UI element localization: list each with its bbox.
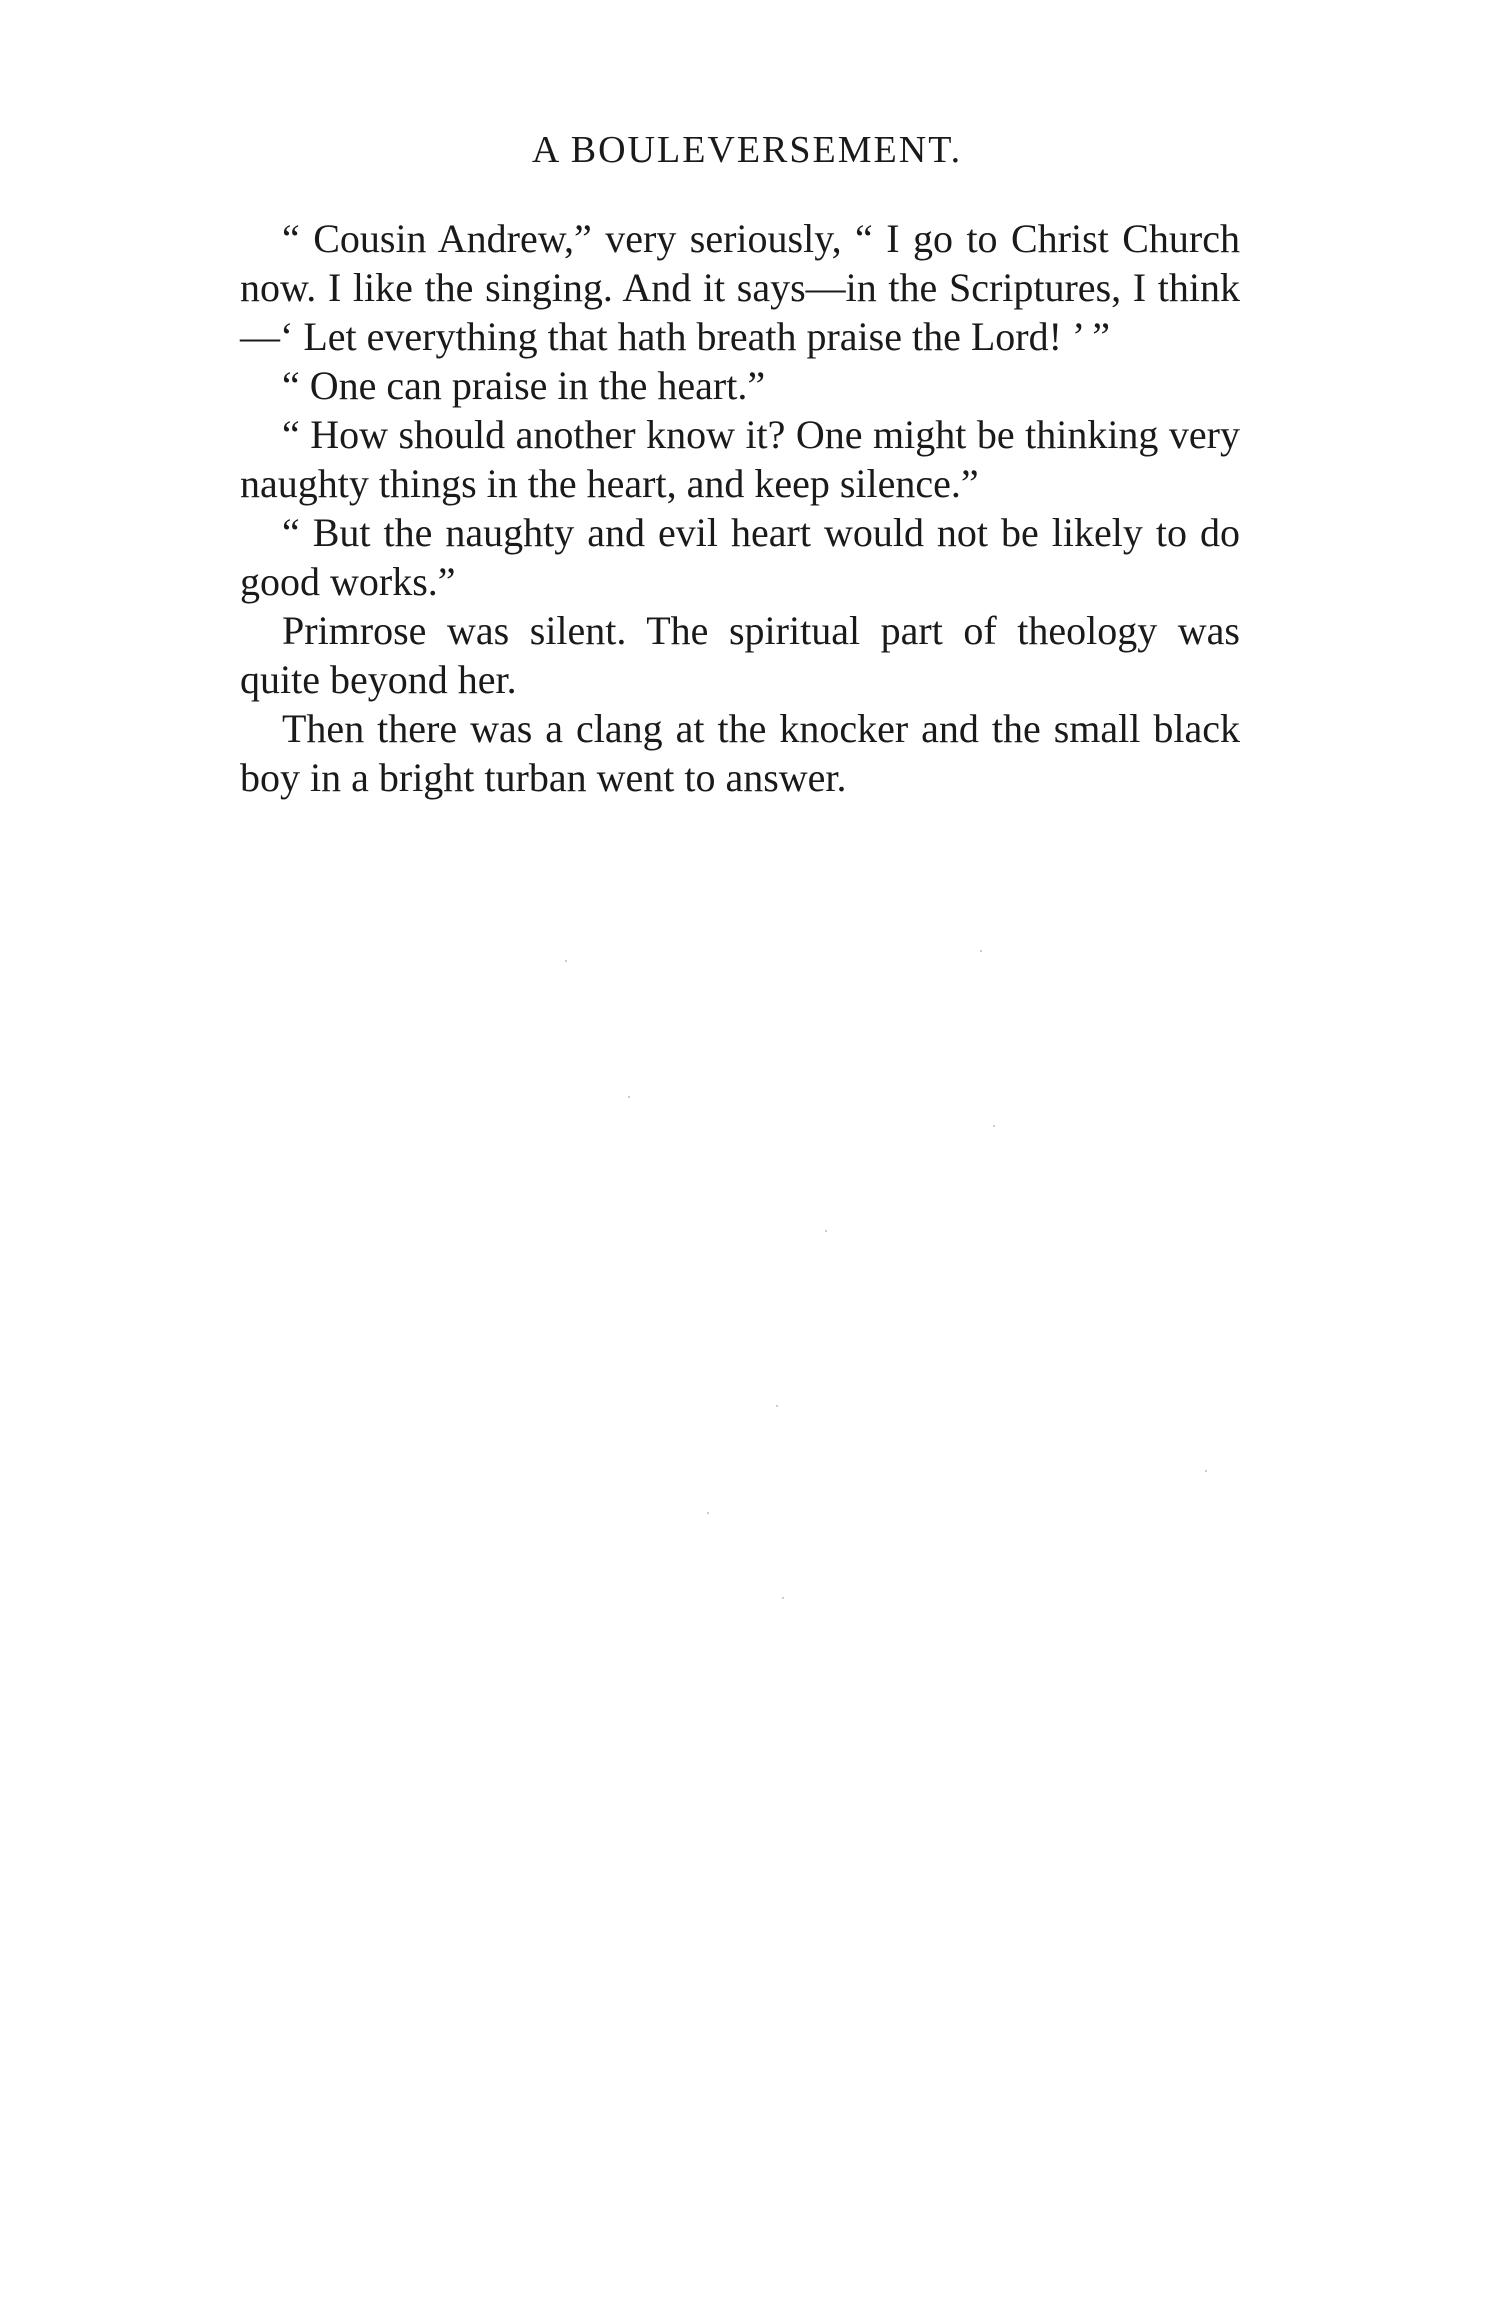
paragraph-4: “ But the naughty and evil heart would not be likely to do good works.” xyxy=(240,510,1240,604)
running-head: A BOULEVERSEMENT. xyxy=(531,129,963,171)
paragraph-2: “ One can praise in the heart.” xyxy=(282,363,766,408)
scan-speck xyxy=(782,1597,784,1599)
scan-speck xyxy=(825,1230,827,1232)
paragraph-6: Then there was a clang at the knocker and the small black boy in a bright turban went to answer. xyxy=(240,706,1240,800)
scan-speck xyxy=(628,1096,630,1098)
scan-speck xyxy=(776,1405,778,1407)
scan-speck xyxy=(980,950,982,952)
scan-speck xyxy=(1205,1470,1207,1472)
paragraph-5: Primrose was silent. The spiritual part of theology was quite beyond her. xyxy=(240,608,1240,702)
scan-speck xyxy=(707,1512,709,1514)
scan-speck xyxy=(993,1125,995,1127)
scan-speck xyxy=(565,960,567,962)
paragraph-1: “ Cousin Andrew,” very seriously, “ I go to Christ Church now. I like the singing. And it says—in the Scriptures, I think—‘ Let everything that hath breath praise the Lord! ’ ” xyxy=(240,216,1240,359)
text-block xyxy=(240,214,1240,802)
paragraph-3: “ How should another know it? One might be thinking very naughty things in the heart, and keep silence.” xyxy=(240,412,1240,506)
